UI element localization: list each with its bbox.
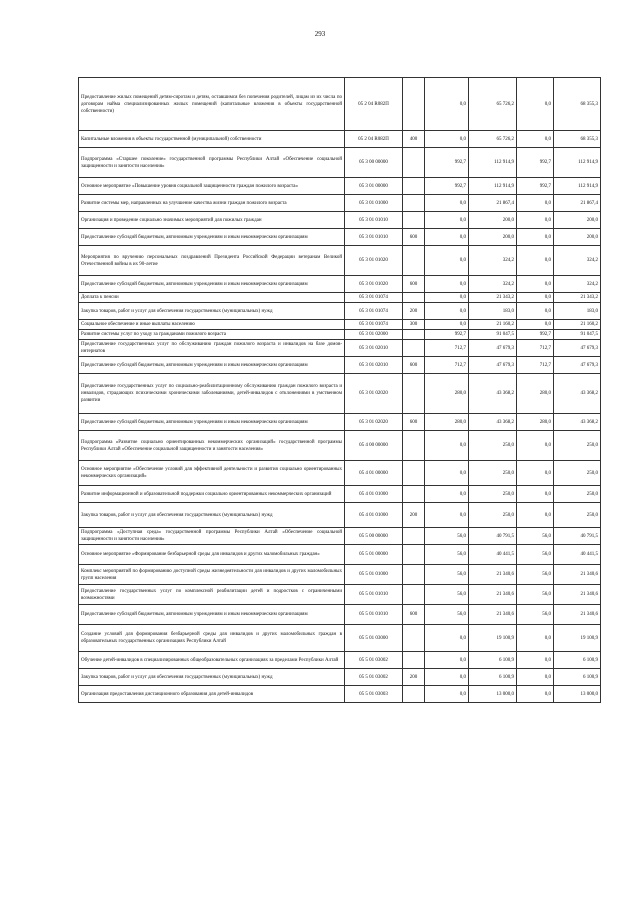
row-name: Организация и проведение социально значимых мероприятий для пожилых граждан [79,212,345,229]
table-row [79,625,601,652]
row-value-1: 0,0 [425,131,469,148]
row-expense-type [403,330,425,340]
table-body [79,78,601,703]
table-row [79,461,601,486]
row-value-4: 47 679,3 [554,357,601,374]
row-expense-type [403,431,425,461]
row-value-1: 0,0 [425,229,469,246]
row-value-2: 19 100,9 [469,625,517,652]
table-row [79,503,601,528]
row-value-3: 0,0 [517,686,554,703]
row-expense-type [403,625,425,652]
row-value-4: 324,2 [554,246,601,276]
table-row [79,303,601,320]
table-row [79,374,601,414]
row-expense-type [403,340,425,357]
row-expense-type [403,195,425,212]
row-value-2: 21 160,2 [469,320,517,330]
row-value-2: 43 368,2 [469,374,517,414]
row-expense-type: 200 [403,669,425,686]
table-row [79,330,601,340]
row-value-4: 21 340,6 [554,585,601,605]
budget-table [78,77,601,703]
row-value-3: 56,0 [517,528,554,545]
row-code: 05 4 01 00000 [345,461,403,486]
table-row [79,605,601,625]
row-value-3: 0,0 [517,503,554,528]
row-value-1: 0,0 [425,686,469,703]
row-value-2: 6 100,9 [469,652,517,669]
row-value-2: 250,0 [469,431,517,461]
row-value-1: 712,7 [425,357,469,374]
row-code: 05 5 01 01000 [345,565,403,585]
row-value-2: 112 914,9 [469,148,517,178]
row-value-2: 200,0 [469,229,517,246]
row-value-3: 0,0 [517,195,554,212]
row-name: Основное мероприятие «Обеспечение условий для эффективной деятельности и развития социально ориентированных некоммерческих организаций» [79,461,345,486]
row-value-3: 56,0 [517,585,554,605]
row-name: Предоставление жилых помещений детям-сиротам и детям, оставшимся без попечения родителей, лицам из их числа по договорам найма специализированных жилых помещений (капитальные вложения в объекты государственной собственности) [79,78,345,131]
row-code: 05 3 01 01010 [345,229,403,246]
row-code: 05 5 01 01010 [345,605,403,625]
row-value-1: 280,0 [425,374,469,414]
row-value-2: 21 340,6 [469,585,517,605]
row-name: Подпрограмма «Старшее поколение» государственной программы Республики Алтай «Обеспечение социальной защищенности и занятости населения» [79,148,345,178]
row-value-4: 112 914,9 [554,148,601,178]
row-name: Основное мероприятие «Формирование безбарьерной среды для инвалидов и других маломобильных граждан» [79,545,345,565]
row-value-3: 0,0 [517,431,554,461]
row-name: Развитие системы мер, направленных на улучшение качества жизни граждан пожилого возраста [79,195,345,212]
row-value-4: 250,0 [554,431,601,461]
row-code: 05 3 01 01074 [345,303,403,320]
row-code: 05 3 01 00000 [345,178,403,195]
table-row [79,178,601,195]
row-expense-type [403,148,425,178]
row-value-2: 112 914,9 [469,178,517,195]
row-value-2: 21 340,6 [469,565,517,585]
table-row [79,669,601,686]
table-row [79,414,601,431]
table-row [79,528,601,545]
row-name: Предоставление субсидий бюджетным, автономным учреждениям и иным некоммерческим организациям [79,414,345,431]
row-value-1: 0,0 [425,486,469,503]
row-value-1: 0,0 [425,320,469,330]
row-value-1: 280,0 [425,414,469,431]
row-expense-type: 200 [403,503,425,528]
row-expense-type [403,78,425,131]
row-code: 05 3 01 01000 [345,195,403,212]
row-value-2: 324,2 [469,246,517,276]
row-value-2: 65 726,2 [469,78,517,131]
row-code: 05 3 01 02020 [345,414,403,431]
table-row [79,212,601,229]
row-value-3: 992,7 [517,148,554,178]
row-name: Основное мероприятие «Повышение уровня социальной защищенности граждан пожилого возраста» [79,178,345,195]
row-value-3: 56,0 [517,565,554,585]
row-value-4: 19 100,9 [554,625,601,652]
row-value-2: 21 343,2 [469,293,517,303]
row-expense-type [403,486,425,503]
table-row [79,229,601,246]
row-code: 05 4 00 00000 [345,431,403,461]
row-value-3: 56,0 [517,545,554,565]
row-value-3: 0,0 [517,652,554,669]
row-code: 05 5 01 03003 [345,686,403,703]
row-name: Закупка товаров, работ и услуг для обеспечения государственных (муниципальных) нужд [79,669,345,686]
table-row [79,431,601,461]
row-value-4: 6 100,9 [554,669,601,686]
row-expense-type [403,246,425,276]
row-value-1: 712,7 [425,340,469,357]
table-row [79,652,601,669]
row-expense-type [403,585,425,605]
row-value-4: 91 047,5 [554,330,601,340]
table-row [79,131,601,148]
row-code: 05 3 01 02000 [345,330,403,340]
row-code: 05 4 01 01000 [345,503,403,528]
row-code: 05 3 01 01074 [345,320,403,330]
row-value-4: 21 340,6 [554,605,601,625]
row-code: 05 5 01 03002 [345,669,403,686]
row-value-2: 200,0 [469,212,517,229]
row-value-4: 250,0 [554,461,601,486]
table-row [79,246,601,276]
row-code: 05 3 01 01010 [345,212,403,229]
row-value-3: 712,7 [517,340,554,357]
row-code: 05 5 01 03002 [345,652,403,669]
row-name: Подпрограмма «Доступная среда» государственной программы Республики Алтай «Обеспечение социальной защищенности и занятости населения» [79,528,345,545]
row-value-1: 0,0 [425,431,469,461]
row-value-4: 21 340,6 [554,565,601,585]
row-value-1: 0,0 [425,293,469,303]
table-row [79,320,601,330]
row-name: Предоставление субсидий бюджетным, автономным учреждениям и иным некоммерческим организациям [79,357,345,374]
row-expense-type [403,212,425,229]
row-code: 05 3 01 01020 [345,276,403,293]
row-name: Предоставление государственных услуг по социально-реабилитационному обслуживанию граждан пожилого возраста и инвалидов, страдающих психическими хроническими заболеваниями, детей-инвалидов с отклонениями в умственном развитии [79,374,345,414]
row-expense-type [403,545,425,565]
row-value-4: 13 000,0 [554,686,601,703]
row-value-4: 47 679,3 [554,340,601,357]
row-value-1: 0,0 [425,78,469,131]
table-row [79,585,601,605]
row-value-1: 56,0 [425,545,469,565]
row-value-4: 21 343,2 [554,293,601,303]
row-code: 05 4 01 01000 [345,486,403,503]
row-expense-type [403,293,425,303]
row-value-4: 200,0 [554,229,601,246]
row-value-2: 40 791,5 [469,528,517,545]
row-value-2: 47 679,3 [469,357,517,374]
row-value-2: 91 047,5 [469,330,517,340]
row-value-1: 0,0 [425,212,469,229]
row-value-1: 0,0 [425,303,469,320]
row-value-2: 250,0 [469,503,517,528]
row-expense-type [403,686,425,703]
row-value-1: 56,0 [425,565,469,585]
row-value-3: 992,7 [517,178,554,195]
row-value-1: 56,0 [425,528,469,545]
row-value-1: 0,0 [425,669,469,686]
row-code: 05 3 01 01020 [345,246,403,276]
table-row [79,78,601,131]
row-expense-type [403,528,425,545]
row-value-3: 0,0 [517,669,554,686]
table-row [79,148,601,178]
row-value-3: 0,0 [517,625,554,652]
row-value-1: 0,0 [425,503,469,528]
row-name: Предоставление субсидий бюджетным, автономным учреждениям и иным некоммерческим организациям [79,229,345,246]
row-name: Закупка товаров, работ и услуг для обеспечения государственных (муниципальных) нужд [79,303,345,320]
row-value-2: 324,2 [469,276,517,293]
row-expense-type: 600 [403,276,425,293]
row-value-4: 112 914,9 [554,178,601,195]
row-value-4: 68 355,3 [554,78,601,131]
row-value-4: 250,0 [554,486,601,503]
row-value-4: 183,0 [554,303,601,320]
row-name: Комплекс мероприятий по формированию доступной среды жизнедеятельности для инвалидов и других маломобильных групп населения [79,565,345,585]
row-value-2: 43 368,2 [469,414,517,431]
row-expense-type: 600 [403,357,425,374]
table-row [79,545,601,565]
row-name: Капитальные вложения в объекты государственной (муниципальной) собственности [79,131,345,148]
row-name: Развитие системы услуг по уходу за гражданами пожилого возраста [79,330,345,340]
row-expense-type [403,178,425,195]
row-name: Предоставление государственных услуг по обслуживанию граждан пожилого возраста и инвалидов на базе домов-интернатов [79,340,345,357]
row-expense-type: 600 [403,605,425,625]
row-value-2: 250,0 [469,486,517,503]
table-row [79,276,601,293]
row-value-2: 250,0 [469,461,517,486]
row-value-4: 40 441,5 [554,545,601,565]
row-name: Социальное обеспечение и иные выплаты населению [79,320,345,330]
row-value-1: 0,0 [425,625,469,652]
row-code: 05 3 01 01074 [345,293,403,303]
row-code: 05 3 01 02010 [345,357,403,374]
row-value-4: 6 100,9 [554,652,601,669]
row-expense-type: 400 [403,131,425,148]
row-value-1: 0,0 [425,276,469,293]
row-expense-type [403,461,425,486]
row-value-4: 43 368,2 [554,414,601,431]
page-number: 293 [314,30,326,38]
row-code: 05 5 00 00000 [345,528,403,545]
row-expense-type [403,374,425,414]
row-expense-type: 600 [403,229,425,246]
row-expense-type: 300 [403,320,425,330]
row-value-4: 200,0 [554,212,601,229]
row-value-3: 0,0 [517,320,554,330]
row-value-3: 0,0 [517,293,554,303]
row-expense-type: 600 [403,414,425,431]
row-value-1: 992,7 [425,330,469,340]
row-value-2: 183,0 [469,303,517,320]
row-expense-type [403,652,425,669]
table-row [79,195,601,212]
row-value-1: 56,0 [425,605,469,625]
row-value-4: 21 160,2 [554,320,601,330]
row-value-3: 0,0 [517,78,554,131]
row-expense-type [403,565,425,585]
row-value-2: 21 340,6 [469,605,517,625]
row-name: Предоставление субсидий бюджетным, автономным учреждениям и иным некоммерческим организациям [79,605,345,625]
row-value-1: 0,0 [425,652,469,669]
row-value-3: 0,0 [517,229,554,246]
row-value-3: 0,0 [517,303,554,320]
row-value-4: 21 867,4 [554,195,601,212]
row-code: 05 3 01 02010 [345,340,403,357]
row-value-1: 0,0 [425,461,469,486]
table-row [79,293,601,303]
row-value-3: 0,0 [517,461,554,486]
table-row [79,565,601,585]
row-value-2: 65 726,2 [469,131,517,148]
row-value-2: 21 867,4 [469,195,517,212]
row-value-4: 68 355,3 [554,131,601,148]
row-name: Обучение детей-инвалидов в специализированных общеобразовательных организациях за пределами Республики Алтай [79,652,345,669]
row-name: Развитие информационной и образовательной поддержки социально ориентированных некоммерческих организаций [79,486,345,503]
row-code: 05 2 04 R082П [345,131,403,148]
row-code: 05 3 01 02020 [345,374,403,414]
row-value-4: 40 791,5 [554,528,601,545]
row-expense-type: 200 [403,303,425,320]
row-value-3: 712,7 [517,357,554,374]
row-value-3: 280,0 [517,374,554,414]
row-code: 05 3 00 00000 [345,148,403,178]
table-row [79,686,601,703]
row-value-3: 280,0 [517,414,554,431]
row-value-4: 43 368,2 [554,374,601,414]
row-code: 05 5 01 03000 [345,625,403,652]
row-value-3: 0,0 [517,486,554,503]
row-name: Предоставление государственных услуг по комплексной реабилитации детей и подростков с ограниченными возможностями [79,585,345,605]
row-name: Закупка товаров, работ и услуг для обеспечения государственных (муниципальных) нужд [79,503,345,528]
row-name: Мероприятия по вручению персональных поздравлений Президента Российской Федерации ветеранам Великой Отечественной войны в их 90-летие [79,246,345,276]
row-value-3: 56,0 [517,605,554,625]
row-value-2: 40 441,5 [469,545,517,565]
row-value-1: 0,0 [425,195,469,212]
row-value-1: 992,7 [425,148,469,178]
row-value-2: 47 679,3 [469,340,517,357]
row-value-1: 992,7 [425,178,469,195]
row-name: Создание условий для формирования безбарьерной среды для инвалидов и других маломобильных граждан в образовательных государственных организациях Республики Алтай [79,625,345,652]
row-value-2: 13 000,0 [469,686,517,703]
row-value-4: 324,2 [554,276,601,293]
row-value-3: 992,7 [517,330,554,340]
row-value-4: 250,0 [554,503,601,528]
row-value-1: 56,0 [425,585,469,605]
row-value-2: 6 100,9 [469,669,517,686]
row-value-3: 0,0 [517,131,554,148]
row-value-3: 0,0 [517,276,554,293]
row-code: 05 5 01 01010 [345,585,403,605]
table-row [79,357,601,374]
row-name: Подпрограмма «Развитие социально ориентированных некоммерческих организаций» государственной программы Республики Алтай «Обеспечение социальной защищенности и занятости населения» [79,431,345,461]
table-row [79,340,601,357]
row-code: 05 5 01 00000 [345,545,403,565]
row-value-1: 0,0 [425,246,469,276]
row-code: 05 2 04 R082П [345,78,403,131]
row-name: Предоставление субсидий бюджетным, автономным учреждениям и иным некоммерческим организациям [79,276,345,293]
table-row [79,486,601,503]
row-value-3: 0,0 [517,212,554,229]
row-name: Доплата к пенсии [79,293,345,303]
row-value-3: 0,0 [517,246,554,276]
row-name: Организация предоставления дистанционного образования для детей-инвалидов [79,686,345,703]
